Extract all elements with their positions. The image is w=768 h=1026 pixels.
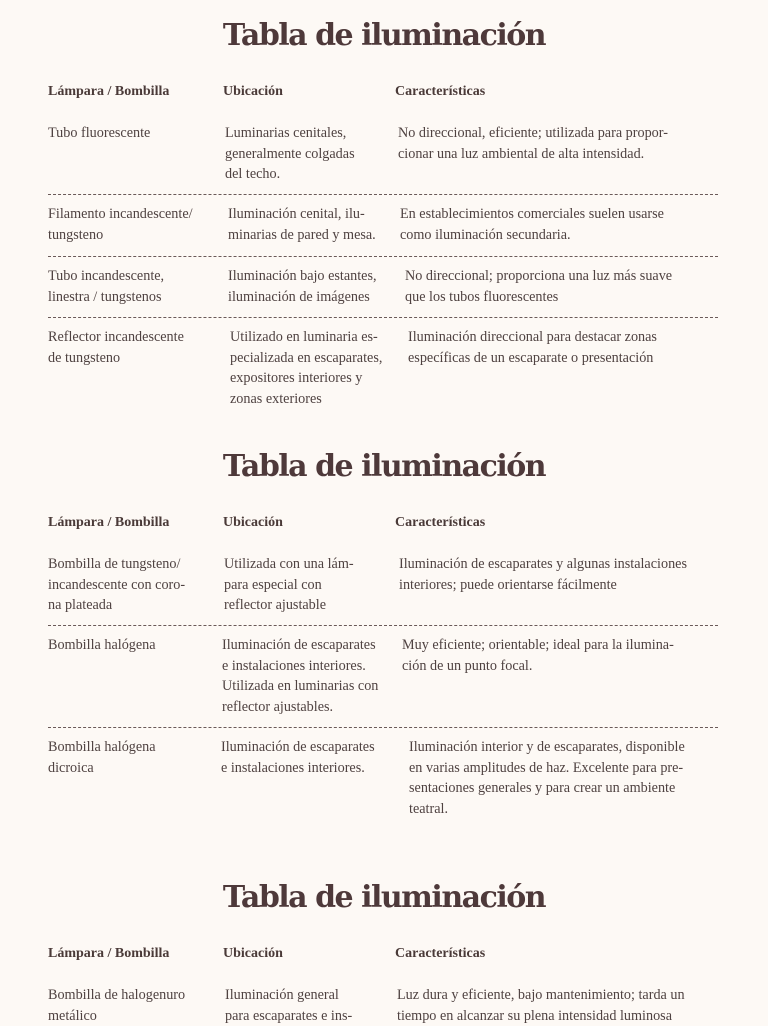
lamp-line: Tubo fluorescente	[48, 123, 150, 144]
location-cell	[228, 204, 376, 245]
header-location: Ubicación	[223, 515, 283, 531]
lamp-line: Tubo incandescente,	[48, 266, 164, 287]
features-line: En establecimientos comerciales suelen usarse	[400, 204, 664, 225]
location-line: iluminación de imágenes	[228, 287, 377, 308]
lamp-line: Bombilla halógena	[48, 737, 156, 758]
lamp-line: Filamento incandescente/	[48, 204, 193, 225]
location-line: reflector ajustable	[224, 595, 354, 616]
lamp-cell	[48, 635, 156, 656]
location-line: para especial con	[224, 575, 354, 596]
features-line: Muy eficiente; orientable; ideal para la ilumina-	[402, 635, 674, 656]
features-line: Iluminación direccional para destacar zonas	[408, 327, 657, 348]
location-line: pecializada en escaparates,	[230, 348, 382, 369]
features-cell	[397, 985, 685, 1026]
features-line: como iluminación secundaria.	[400, 225, 664, 246]
header-lamp: Lámpara / Bombilla	[48, 946, 169, 962]
location-line: generalmente colgadas	[225, 144, 355, 165]
lamp-line: linestra / tungstenos	[48, 287, 164, 308]
header-features: Características	[395, 515, 485, 531]
location-line: zonas exteriores	[230, 389, 382, 410]
location-cell	[225, 985, 352, 1026]
header-lamp: Lámpara / Bombilla	[48, 515, 169, 531]
features-line: específicas de un escaparate o presentación	[408, 348, 657, 369]
lamp-line: na plateada	[48, 595, 185, 616]
lamp-line: metálico	[48, 1006, 185, 1026]
section-title: Tabla de iluminación	[0, 447, 768, 487]
location-cell	[224, 554, 354, 616]
features-line: No direccional, eficiente; utilizada para propor-	[398, 123, 668, 144]
location-line: Utilizado en luminaria es-	[230, 327, 382, 348]
location-line: Iluminación de escaparates	[221, 737, 375, 758]
lamp-line: incandescente con coro-	[48, 575, 185, 596]
lighting-table-section-3	[0, 862, 768, 1024]
lamp-line: tungsteno	[48, 225, 193, 246]
header-location: Ubicación	[223, 84, 283, 100]
features-line: Iluminación interior y de escaparates, disponible	[409, 737, 685, 758]
features-line: ción de un punto focal.	[402, 656, 674, 677]
features-cell	[398, 123, 668, 164]
features-line: No direccional; proporciona una luz más suave	[405, 266, 672, 287]
row-divider	[48, 194, 718, 195]
header-lamp: Lámpara / Bombilla	[48, 84, 169, 100]
location-line: Utilizada con una lám-	[224, 554, 354, 575]
location-line: Iluminación general	[225, 985, 352, 1006]
header-features: Características	[395, 84, 485, 100]
location-cell	[230, 327, 382, 409]
row-divider	[48, 317, 718, 318]
lamp-line: Bombilla de halogenuro	[48, 985, 185, 1006]
location-line: Iluminación de escaparates	[222, 635, 378, 656]
lamp-line: dicroica	[48, 758, 156, 779]
lighting-table-section-1	[0, 0, 768, 430]
location-line: reflector ajustables.	[222, 697, 378, 718]
features-line: en varias amplitudes de haz. Excelente para pre-	[409, 758, 685, 779]
row-divider	[48, 727, 718, 728]
location-line: e instalaciones interiores.	[222, 656, 378, 677]
location-line: Iluminación cenital, ilu-	[228, 204, 376, 225]
features-line: teatral.	[409, 799, 685, 820]
location-line: Iluminación bajo estantes,	[228, 266, 377, 287]
features-cell	[405, 266, 672, 307]
lighting-table-section-2	[0, 431, 768, 851]
section-title: Tabla de iluminación	[0, 878, 768, 918]
features-line: sentaciones generales y para crear un ambiente	[409, 778, 685, 799]
lamp-line: Bombilla halógena	[48, 635, 156, 656]
location-line: e instalaciones interiores.	[221, 758, 375, 779]
lamp-line: de tungsteno	[48, 348, 184, 369]
location-line: expositores interiores y	[230, 368, 382, 389]
features-line: Luz dura y eficiente, bajo mantenimiento; tarda un	[397, 985, 685, 1006]
features-cell	[402, 635, 674, 676]
lamp-cell	[48, 737, 156, 778]
lamp-line: Reflector incandescente	[48, 327, 184, 348]
features-line: interiores; puede orientarse fácilmente	[399, 575, 687, 596]
header-location: Ubicación	[223, 946, 283, 962]
location-line: para escaparates e ins-	[225, 1006, 352, 1026]
features-line: Iluminación de escaparates y algunas instalaciones	[399, 554, 687, 575]
lamp-cell	[48, 985, 185, 1026]
location-cell	[222, 635, 378, 717]
features-cell	[400, 204, 664, 245]
location-cell	[228, 266, 377, 307]
features-line: cionar una luz ambiental de alta intensidad.	[398, 144, 668, 165]
features-line: tiempo en alcanzar su plena intensidad luminosa	[397, 1006, 685, 1026]
location-cell	[225, 123, 355, 185]
lamp-cell	[48, 123, 150, 144]
features-cell	[409, 737, 685, 819]
header-features: Características	[395, 946, 485, 962]
features-cell	[408, 327, 657, 368]
location-line: del techo.	[225, 164, 355, 185]
features-line: que los tubos fluorescentes	[405, 287, 672, 308]
lamp-cell	[48, 327, 184, 368]
lamp-cell	[48, 204, 193, 245]
lamp-cell	[48, 266, 164, 307]
section-title: Tabla de iluminación	[0, 16, 768, 56]
row-divider	[48, 256, 718, 257]
location-line: Utilizada en luminarias con	[222, 676, 378, 697]
features-cell	[399, 554, 687, 595]
lamp-cell	[48, 554, 185, 616]
location-line: Luminarias cenitales,	[225, 123, 355, 144]
location-cell	[221, 737, 375, 778]
row-divider	[48, 625, 718, 626]
lamp-line: Bombilla de tungsteno/	[48, 554, 185, 575]
location-line: minarias de pared y mesa.	[228, 225, 376, 246]
